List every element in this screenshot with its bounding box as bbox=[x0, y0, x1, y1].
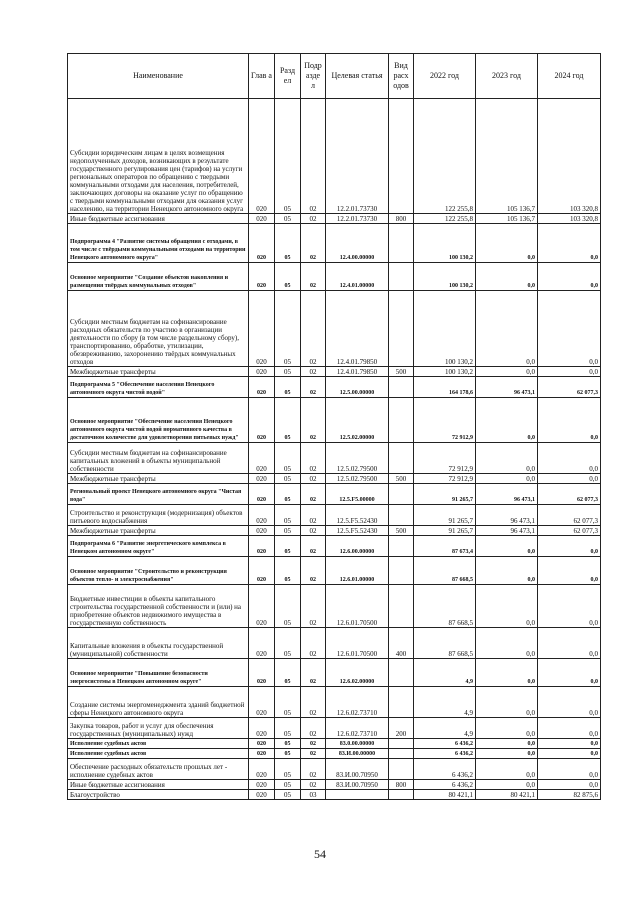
row-2024: 62 077,3 bbox=[538, 377, 601, 398]
row-2022: 80 421,1 bbox=[414, 790, 476, 800]
row-podrazdel: 02 bbox=[301, 628, 326, 659]
row-podrazdel: 02 bbox=[301, 443, 326, 474]
table-row bbox=[68, 214, 601, 224]
row-2024: 0,0 bbox=[538, 398, 601, 443]
row-2024: 0,0 bbox=[538, 759, 601, 780]
row-2024: 0,0 bbox=[538, 739, 601, 749]
row-name: Региональный проект Ненецкого автономного округа "Чистая вода" bbox=[68, 484, 249, 505]
row-glava: 020 bbox=[249, 739, 275, 749]
header-2022: 2022 год bbox=[414, 54, 476, 99]
row-2024: 0,0 bbox=[538, 536, 601, 557]
row-2024: 103 320,8 bbox=[538, 214, 601, 224]
table-row bbox=[68, 536, 601, 557]
row-2022: 100 130,2 bbox=[414, 224, 476, 263]
row-name: Субсидии местным бюджетам на софинансирование капитальных вложений в объекты муниципальной собственности bbox=[68, 443, 249, 474]
row-2022: 91 265,7 bbox=[414, 526, 476, 536]
table-row bbox=[68, 99, 601, 214]
row-name: Основное мероприятие "Обеспечение населения Ненецкого автономного округа чистой водой нормативного качества в достаточном количестве для удовлетворения питьевых нужд" bbox=[68, 398, 249, 443]
row-razdel: 05 bbox=[275, 263, 301, 291]
table-row bbox=[68, 790, 601, 800]
row-target: 12.6.01.70500 bbox=[326, 628, 389, 659]
header-glava: Глав а bbox=[249, 54, 275, 99]
row-2023: 96 473,1 bbox=[476, 505, 538, 526]
row-2022: 72 912,9 bbox=[414, 474, 476, 484]
row-2022: 122 255,8 bbox=[414, 99, 476, 214]
row-2023: 0,0 bbox=[476, 474, 538, 484]
row-target: 12.6.02.73710 bbox=[326, 687, 389, 718]
row-2023: 0,0 bbox=[476, 536, 538, 557]
table-row bbox=[68, 398, 601, 443]
row-podrazdel: 02 bbox=[301, 557, 326, 585]
row-2024: 0,0 bbox=[538, 628, 601, 659]
row-podrazdel: 02 bbox=[301, 398, 326, 443]
row-2023: 0,0 bbox=[476, 718, 538, 739]
row-vid bbox=[389, 377, 414, 398]
row-name: Капитальные вложения в объекты государственной (муниципальной) собственности bbox=[68, 628, 249, 659]
row-2022: 6 436,2 bbox=[414, 780, 476, 790]
table-row bbox=[68, 780, 601, 790]
row-vid bbox=[389, 263, 414, 291]
row-podrazdel: 02 bbox=[301, 585, 326, 628]
row-2024: 82 875,6 bbox=[538, 790, 601, 800]
table-row bbox=[68, 291, 601, 367]
row-2024: 0,0 bbox=[538, 224, 601, 263]
row-vid bbox=[389, 291, 414, 367]
row-glava: 020 bbox=[249, 377, 275, 398]
row-podrazdel: 02 bbox=[301, 505, 326, 526]
row-2024: 0,0 bbox=[538, 659, 601, 687]
row-podrazdel: 02 bbox=[301, 759, 326, 780]
row-2023: 0,0 bbox=[476, 263, 538, 291]
row-glava: 020 bbox=[249, 263, 275, 291]
row-target: 12.5.02.00000 bbox=[326, 398, 389, 443]
row-glava: 020 bbox=[249, 780, 275, 790]
row-glava: 020 bbox=[249, 291, 275, 367]
row-name: Межбюджетные трансферты bbox=[68, 367, 249, 377]
row-glava: 020 bbox=[249, 367, 275, 377]
row-target: 12.5.02.79500 bbox=[326, 443, 389, 474]
row-target: 12.4.01.79850 bbox=[326, 291, 389, 367]
table-row bbox=[68, 749, 601, 759]
row-2022: 6 436,2 bbox=[414, 739, 476, 749]
row-2023: 0,0 bbox=[476, 585, 538, 628]
row-vid bbox=[389, 687, 414, 718]
row-vid bbox=[389, 536, 414, 557]
row-vid bbox=[389, 224, 414, 263]
row-podrazdel: 02 bbox=[301, 377, 326, 398]
row-razdel: 05 bbox=[275, 718, 301, 739]
row-podrazdel: 02 bbox=[301, 749, 326, 759]
row-target: 83.И.00.00000 bbox=[326, 749, 389, 759]
row-name: Межбюджетные трансферты bbox=[68, 526, 249, 536]
row-2023: 0,0 bbox=[476, 628, 538, 659]
row-name: Основное мероприятие "Создание объектов накопления и размещения твёрдых коммунальных отходов" bbox=[68, 263, 249, 291]
row-podrazdel: 02 bbox=[301, 263, 326, 291]
row-2024: 0,0 bbox=[538, 367, 601, 377]
row-razdel: 05 bbox=[275, 484, 301, 505]
row-podrazdel: 02 bbox=[301, 780, 326, 790]
row-vid bbox=[389, 739, 414, 749]
row-podrazdel: 02 bbox=[301, 224, 326, 263]
row-vid bbox=[389, 790, 414, 800]
row-name: Бюджетные инвестиции в объекты капитального строительства государственной собственности и (или) на приобретение объектов недвижимого имущества в государственную собственность bbox=[68, 585, 249, 628]
row-podrazdel: 03 bbox=[301, 790, 326, 800]
row-target: 12.4.01.00000 bbox=[326, 263, 389, 291]
row-name: Благоустройство bbox=[68, 790, 249, 800]
row-target: 12.6.01.00000 bbox=[326, 557, 389, 585]
row-2024: 0,0 bbox=[538, 443, 601, 474]
row-glava: 020 bbox=[249, 536, 275, 557]
row-target: 83.0.00.00000 bbox=[326, 739, 389, 749]
row-2023: 96 473,1 bbox=[476, 484, 538, 505]
budget-table-sheet bbox=[67, 53, 600, 800]
row-razdel: 05 bbox=[275, 214, 301, 224]
row-target: 12.5.F5.52430 bbox=[326, 505, 389, 526]
table-row bbox=[68, 526, 601, 536]
row-target: 12.6.00.00000 bbox=[326, 536, 389, 557]
row-razdel: 05 bbox=[275, 759, 301, 780]
table-row bbox=[68, 628, 601, 659]
row-2023: 0,0 bbox=[476, 659, 538, 687]
row-podrazdel: 02 bbox=[301, 739, 326, 749]
row-2022: 72 912,9 bbox=[414, 443, 476, 474]
row-razdel: 05 bbox=[275, 367, 301, 377]
row-2024: 62 077,3 bbox=[538, 505, 601, 526]
row-2022: 100 130,2 bbox=[414, 367, 476, 377]
row-glava: 020 bbox=[249, 790, 275, 800]
row-razdel: 05 bbox=[275, 659, 301, 687]
row-2024: 103 320,8 bbox=[538, 99, 601, 214]
row-2024: 62 077,3 bbox=[538, 526, 601, 536]
row-razdel: 05 bbox=[275, 526, 301, 536]
header-podrazdel: Подр азде л bbox=[301, 54, 326, 99]
row-target: 12.5.F5.00000 bbox=[326, 484, 389, 505]
row-target: 12.6.01.70500 bbox=[326, 585, 389, 628]
row-razdel: 05 bbox=[275, 224, 301, 263]
row-vid bbox=[389, 585, 414, 628]
row-target: 12.2.01.73730 bbox=[326, 214, 389, 224]
row-2022: 4,9 bbox=[414, 659, 476, 687]
row-2022: 72 912,9 bbox=[414, 398, 476, 443]
row-target: 83.И.00.70950 bbox=[326, 759, 389, 780]
row-glava: 020 bbox=[249, 398, 275, 443]
row-razdel: 05 bbox=[275, 739, 301, 749]
row-name: Исполнение судебных актов bbox=[68, 739, 249, 749]
header-2024: 2024 год bbox=[538, 54, 601, 99]
row-name: Иные бюджетные ассигнования bbox=[68, 214, 249, 224]
table-header-row bbox=[68, 54, 601, 99]
row-podrazdel: 02 bbox=[301, 291, 326, 367]
table-row bbox=[68, 484, 601, 505]
row-name: Закупка товаров, работ и услуг для обеспечения государственных (муниципальных) нужд bbox=[68, 718, 249, 739]
row-2023: 0,0 bbox=[476, 687, 538, 718]
row-name: Межбюджетные трансферты bbox=[68, 474, 249, 484]
table-row bbox=[68, 443, 601, 474]
row-name: Подпрограмма 6 "Развитие энергетического комплекса в Ненецком автономном округе" bbox=[68, 536, 249, 557]
row-name: Исполнение судебных актов bbox=[68, 749, 249, 759]
row-2022: 6 436,2 bbox=[414, 749, 476, 759]
row-2022: 6 436,2 bbox=[414, 759, 476, 780]
row-2023: 0,0 bbox=[476, 291, 538, 367]
row-name: Основное мероприятие "Повышение безопасности энергосистемы в Ненецком автономном округе" bbox=[68, 659, 249, 687]
row-2024: 0,0 bbox=[538, 557, 601, 585]
row-target: 12.2.01.73730 bbox=[326, 99, 389, 214]
row-podrazdel: 02 bbox=[301, 536, 326, 557]
row-razdel: 05 bbox=[275, 505, 301, 526]
row-target: 12.4.01.79850 bbox=[326, 367, 389, 377]
row-2023: 0,0 bbox=[476, 557, 538, 585]
row-2022: 122 255,8 bbox=[414, 214, 476, 224]
row-2022: 4,9 bbox=[414, 687, 476, 718]
row-glava: 020 bbox=[249, 474, 275, 484]
table-row bbox=[68, 474, 601, 484]
table-row bbox=[68, 557, 601, 585]
table-row bbox=[68, 659, 601, 687]
row-podrazdel: 02 bbox=[301, 484, 326, 505]
row-2024: 0,0 bbox=[538, 291, 601, 367]
row-2024: 0,0 bbox=[538, 718, 601, 739]
row-razdel: 05 bbox=[275, 536, 301, 557]
row-vid: 800 bbox=[389, 780, 414, 790]
row-2024: 0,0 bbox=[538, 749, 601, 759]
row-2023: 105 136,7 bbox=[476, 99, 538, 214]
row-podrazdel: 02 bbox=[301, 99, 326, 214]
row-razdel: 05 bbox=[275, 557, 301, 585]
row-name: Основное мероприятие "Строительство и реконструкция объектов тепло- и электроснабжения" bbox=[68, 557, 249, 585]
row-glava: 020 bbox=[249, 224, 275, 263]
row-2024: 62 077,3 bbox=[538, 484, 601, 505]
row-name: Иные бюджетные ассигнования bbox=[68, 780, 249, 790]
row-vid bbox=[389, 557, 414, 585]
row-vid: 500 bbox=[389, 526, 414, 536]
row-razdel: 05 bbox=[275, 474, 301, 484]
row-target: 12.5.00.00000 bbox=[326, 377, 389, 398]
row-2023: 96 473,1 bbox=[476, 377, 538, 398]
row-razdel: 05 bbox=[275, 398, 301, 443]
table-row bbox=[68, 263, 601, 291]
table-row bbox=[68, 505, 601, 526]
row-razdel: 05 bbox=[275, 291, 301, 367]
row-2022: 87 668,5 bbox=[414, 628, 476, 659]
row-2022: 87 668,5 bbox=[414, 557, 476, 585]
row-2024: 0,0 bbox=[538, 687, 601, 718]
row-vid: 800 bbox=[389, 214, 414, 224]
row-name: Строительство и реконструкция (модернизация) объектов питьевого водоснабжения bbox=[68, 505, 249, 526]
row-glava: 020 bbox=[249, 443, 275, 474]
row-glava: 020 bbox=[249, 759, 275, 780]
row-glava: 020 bbox=[249, 628, 275, 659]
row-2022: 4,9 bbox=[414, 718, 476, 739]
row-glava: 020 bbox=[249, 585, 275, 628]
row-vid: 200 bbox=[389, 718, 414, 739]
row-vid bbox=[389, 659, 414, 687]
row-vid bbox=[389, 443, 414, 474]
row-target: 12.5.F5.52430 bbox=[326, 526, 389, 536]
row-2024: 0,0 bbox=[538, 263, 601, 291]
table-row bbox=[68, 224, 601, 263]
row-vid: 400 bbox=[389, 628, 414, 659]
row-target: 83.И.00.70950 bbox=[326, 780, 389, 790]
row-2022: 87 673,4 bbox=[414, 536, 476, 557]
row-name: Субсидии юридическим лицам в целях возмещения недополученных доходов, возникающих в результате государственного регулирования цен (тарифов) на услуги региональных операторов по обращению с твердыми коммунальными отходами для населения, потребителей, заключающих договоры на оказание услуг по обращению с твердыми коммунальными отходами для оказания услуг населению, на территории Ненецкого автономного округа bbox=[68, 99, 249, 214]
row-name: Подпрограмма 4 "Развитие системы обращения с отходами, в том числе с твёрдыми коммунальными отходами на территории Ненецкого автономного округа" bbox=[68, 224, 249, 263]
row-2024: 0,0 bbox=[538, 585, 601, 628]
table-row bbox=[68, 585, 601, 628]
row-podrazdel: 02 bbox=[301, 659, 326, 687]
row-2023: 0,0 bbox=[476, 367, 538, 377]
header-2023: 2023 год bbox=[476, 54, 538, 99]
row-name: Субсидии местным бюджетам на софинансирование расходных обязательств по участию в организации деятельности по сбору (в том числе раздельному сбору), транспортированию, обработке, утилизации, обезвреживанию, захоронению твёрдых коммунальных отходов bbox=[68, 291, 249, 367]
row-razdel: 05 bbox=[275, 377, 301, 398]
row-target: 12.4.00.00000 bbox=[326, 224, 389, 263]
header-target: Целевая статья bbox=[326, 54, 389, 99]
row-name: Подпрограмма 5 "Обеспечение населения Ненецкого автономного округа чистой водой" bbox=[68, 377, 249, 398]
table-row bbox=[68, 759, 601, 780]
row-2024: 0,0 bbox=[538, 780, 601, 790]
row-target: 12.6.02.00000 bbox=[326, 659, 389, 687]
row-2022: 100 130,2 bbox=[414, 291, 476, 367]
row-razdel: 05 bbox=[275, 585, 301, 628]
row-2022: 91 265,7 bbox=[414, 505, 476, 526]
row-razdel: 05 bbox=[275, 687, 301, 718]
header-name: Наименование bbox=[68, 54, 249, 99]
row-razdel: 05 bbox=[275, 790, 301, 800]
row-podrazdel: 02 bbox=[301, 474, 326, 484]
row-glava: 020 bbox=[249, 505, 275, 526]
row-target: 12.6.02.73710 bbox=[326, 718, 389, 739]
row-podrazdel: 02 bbox=[301, 367, 326, 377]
row-glava: 020 bbox=[249, 526, 275, 536]
row-2023: 0,0 bbox=[476, 398, 538, 443]
row-2022: 100 130,2 bbox=[414, 263, 476, 291]
row-2023: 0,0 bbox=[476, 749, 538, 759]
row-glava: 020 bbox=[249, 214, 275, 224]
row-2022: 164 178,6 bbox=[414, 377, 476, 398]
row-glava: 020 bbox=[249, 557, 275, 585]
budget-table bbox=[67, 53, 601, 800]
row-2023: 0,0 bbox=[476, 224, 538, 263]
row-vid bbox=[389, 749, 414, 759]
row-glava: 020 bbox=[249, 687, 275, 718]
row-2023: 0,0 bbox=[476, 780, 538, 790]
row-vid bbox=[389, 99, 414, 214]
row-glava: 020 bbox=[249, 99, 275, 214]
row-target: 12.5.02.79500 bbox=[326, 474, 389, 484]
row-2022: 87 668,5 bbox=[414, 585, 476, 628]
row-vid bbox=[389, 505, 414, 526]
row-podrazdel: 02 bbox=[301, 526, 326, 536]
row-podrazdel: 02 bbox=[301, 718, 326, 739]
row-name: Обеспечение расходных обязательств прошлых лет - исполнение судебных актов bbox=[68, 759, 249, 780]
row-2023: 0,0 bbox=[476, 443, 538, 474]
table-row bbox=[68, 739, 601, 749]
row-podrazdel: 02 bbox=[301, 687, 326, 718]
table-row bbox=[68, 367, 601, 377]
row-2023: 0,0 bbox=[476, 759, 538, 780]
row-razdel: 05 bbox=[275, 749, 301, 759]
table-row bbox=[68, 687, 601, 718]
table-row bbox=[68, 718, 601, 739]
row-2024: 0,0 bbox=[538, 474, 601, 484]
row-razdel: 05 bbox=[275, 443, 301, 474]
row-vid: 500 bbox=[389, 474, 414, 484]
row-podrazdel: 02 bbox=[301, 214, 326, 224]
row-glava: 020 bbox=[249, 749, 275, 759]
row-glava: 020 bbox=[249, 484, 275, 505]
row-glava: 020 bbox=[249, 718, 275, 739]
header-razdel: Разд ел bbox=[275, 54, 301, 99]
row-razdel: 05 bbox=[275, 780, 301, 790]
row-vid bbox=[389, 484, 414, 505]
row-2023: 105 136,7 bbox=[476, 214, 538, 224]
row-name: Создание системы энергоменеджмента зданий бюджетной сферы Ненецкого автономного округа bbox=[68, 687, 249, 718]
row-2022: 91 265,7 bbox=[414, 484, 476, 505]
row-vid: 500 bbox=[389, 367, 414, 377]
row-target bbox=[326, 790, 389, 800]
table-row bbox=[68, 377, 601, 398]
row-razdel: 05 bbox=[275, 99, 301, 214]
row-razdel: 05 bbox=[275, 628, 301, 659]
row-vid bbox=[389, 398, 414, 443]
row-2023: 96 473,1 bbox=[476, 526, 538, 536]
row-2023: 0,0 bbox=[476, 739, 538, 749]
header-vid: Вид расх одов bbox=[389, 54, 414, 99]
row-vid bbox=[389, 759, 414, 780]
page-number: 54 bbox=[314, 847, 326, 861]
row-2023: 80 421,1 bbox=[476, 790, 538, 800]
row-glava: 020 bbox=[249, 659, 275, 687]
